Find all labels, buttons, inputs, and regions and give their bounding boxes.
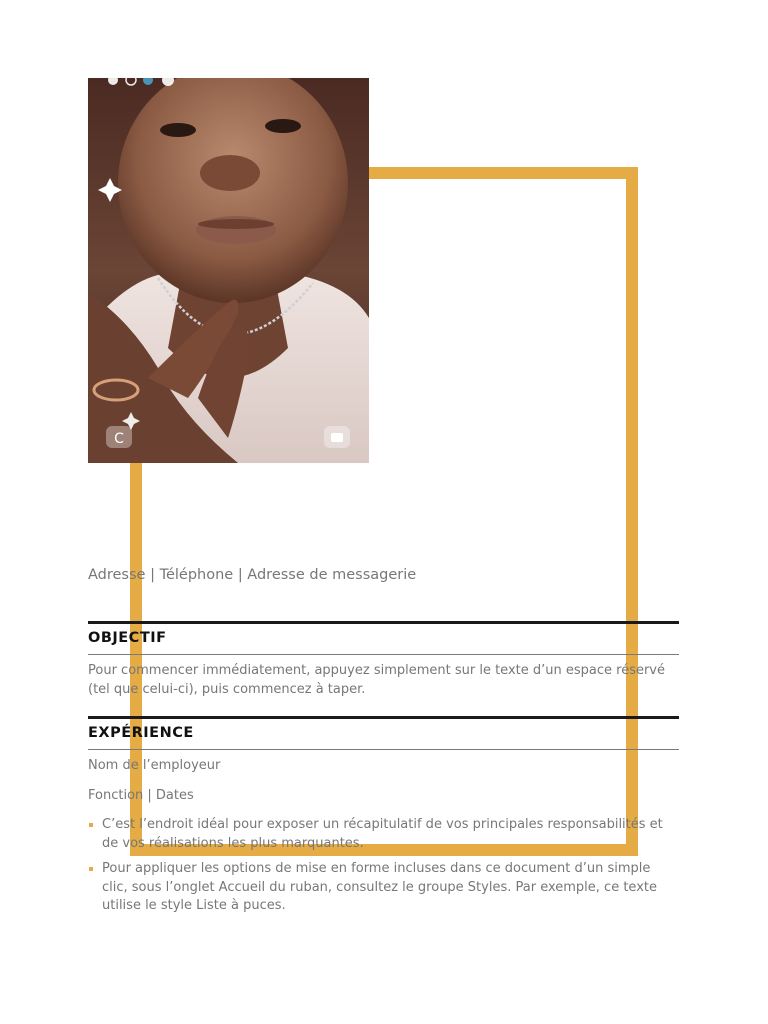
objective-bottom-rule xyxy=(88,654,679,655)
svg-text:C: C xyxy=(114,431,124,447)
list-item: Pour appliquer les options de mise en forme incluses dans ce document d’un simple clic, sous l’onglet Accueil du ruban, consultez le groupe Styles. Par exemple, ce texte utilise le style Liste à puces. xyxy=(88,860,678,916)
objective-top-rule xyxy=(88,621,679,624)
experience-bullets xyxy=(88,816,678,923)
employer-name: Nom de l’employeur xyxy=(88,758,221,773)
contact-line: Adresse | Téléphone | Adresse de messagerie xyxy=(88,567,417,583)
experience-top-rule xyxy=(88,716,679,719)
objective-heading: OBJECTIF xyxy=(88,630,167,646)
list-item: C’est l’endroit idéal pour exposer un récapitulatif de vos principales responsabilités et de vos réalisations les plus marquantes. xyxy=(88,816,678,853)
experience-bottom-rule xyxy=(88,749,679,750)
objective-text: Pour commencer immédiatement, appuyez simplement sur le texte d’un espace réservé (tel que celui-ci), puis commencez à taper. xyxy=(88,663,666,697)
experience-heading: EXPÉRIENCE xyxy=(88,725,194,741)
role-dates: Fonction | Dates xyxy=(88,788,194,803)
profile-photo xyxy=(88,78,369,463)
